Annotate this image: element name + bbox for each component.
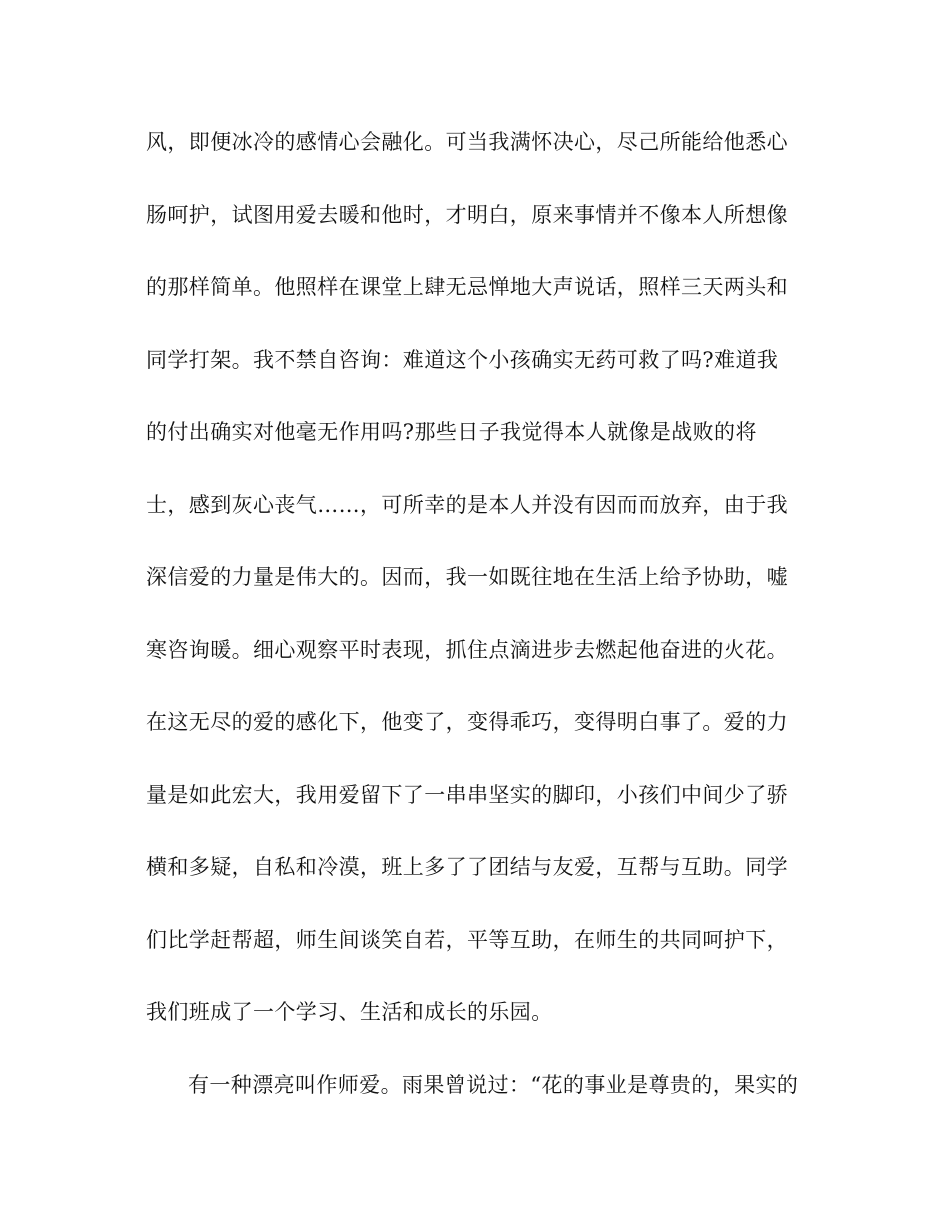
body-text — [146, 122, 846, 1137]
text-line-7: 深信爱的力量是伟大的。因而，我一如既往地在生活上给予协助，嘘 — [146, 565, 788, 589]
text-line-14-paragraph-start: 有一种漂亮叫作师爱。雨果曾说过：“花的事业是尊贵的，果实的 — [188, 1072, 799, 1097]
text-line-4: 同学打架。我不禁自咨询：难道这个小孩确实无药可救了吗?难道我 — [146, 347, 779, 372]
text-line-10: 量是如此宏大，我用爱留下了一串串坚实的脚印，小孩们中间少了骄 — [146, 782, 788, 807]
text-line-11: 横和多疑，自私和冷漠，班上多了了团结与友爱，互帮与互助。同学 — [146, 855, 788, 879]
text-line-1: 风，即便冰冷的感情心会融化。可当我满怀决心，尽己所能给他悉心 — [146, 130, 788, 154]
text-line-8: 寒咨询暖。细心观察平时表现，抓住点滴进步去燃起他奋进的火花。 — [146, 637, 788, 662]
text-line-9: 在这无尽的爱的感化下，他变了，变得乖巧，变得明白事了。爱的力 — [146, 710, 788, 734]
text-line-12: 们比学赶帮超，师生间谈笑自若，平等互助，在师生的共同呵护下， — [146, 927, 788, 952]
text-line-3: 的那样简单。他照样在课堂上肆无忌惮地大声说话，照样三天两头和 — [146, 275, 788, 299]
text-line-13: 我们班成了一个学习、生活和成长的乐园。 — [146, 1000, 553, 1024]
text-line-6: 士，感到灰心丧气……，可所幸的是本人并没有因而而放弃，由于我 — [146, 492, 788, 517]
text-line-5: 的付出确实对他毫无作用吗?那些日子我觉得本人就像是战败的将 — [146, 420, 757, 444]
text-line-2: 肠呵护，试图用爱去暖和他时，才明白，原来事情并不像本人所想像 — [146, 202, 788, 227]
